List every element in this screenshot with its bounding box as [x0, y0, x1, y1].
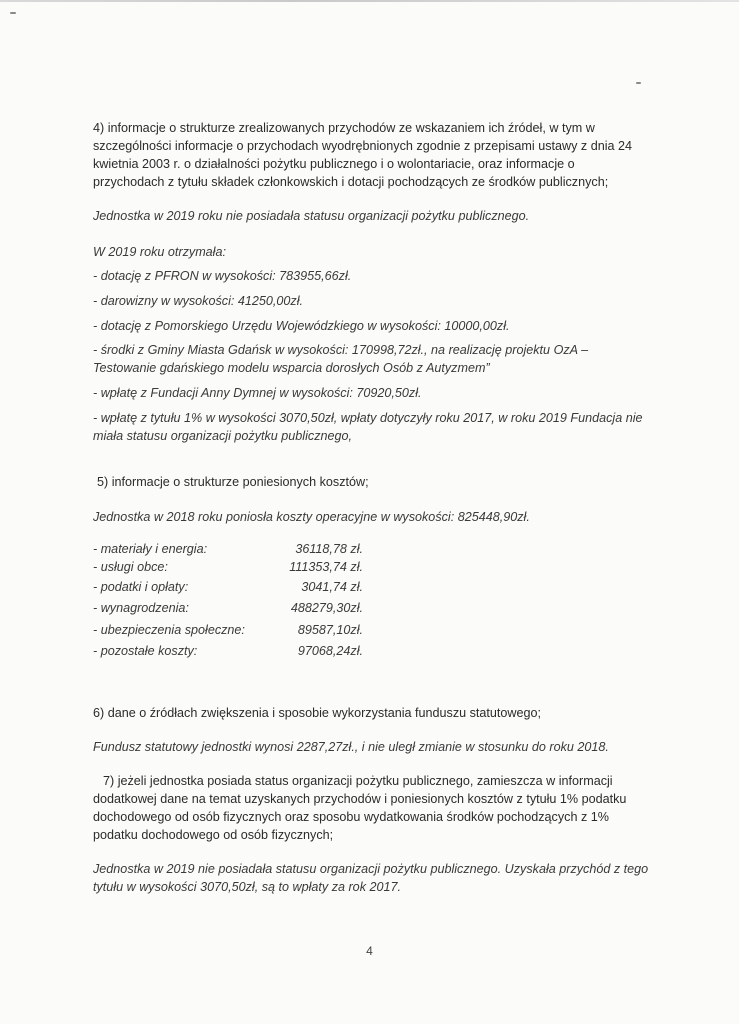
- cost-row: [93, 644, 383, 662]
- section7-line: 7) jeżeli jednostka posiada status organizacji pożytku publicznego, zamieszcza w informacji: [103, 774, 613, 788]
- section7-note-line: tytułu w wysokości 3070,50zł, są to wpłaty za rok 2017.: [93, 880, 401, 894]
- cost-value: 36118,78 zł.: [295, 542, 363, 556]
- section7-line: dochodowego od osób fizycznych oraz sposobu wydatkowania środków pochodzących z 1%: [93, 810, 609, 824]
- section4-line: szczególności informacje o przychodach wyodrębnionych zgodnie z przepisami ustawy z dnia 24: [93, 139, 633, 153]
- cost-row: [93, 560, 383, 578]
- section6-heading: 6) dane o źródłach zwiększenia i sposobie wykorzystania funduszu statutowego;: [93, 706, 542, 720]
- section4-received-heading: W 2019 roku otrzymała:: [93, 245, 226, 259]
- cost-row: [93, 601, 383, 619]
- section4-line: 4) informacje o strukturze zrealizowanych przychodów ze wskazaniem ich źródeł, w tym w: [93, 121, 595, 135]
- revenue-item: - dotację z Pomorskiego Urzędu Wojewódzkiego w wysokości: 10000,00zł.: [93, 319, 510, 333]
- revenue-item: - wpłatę z tytułu 1% w wysokości 3070,50zł, wpłaty dotyczyły roku 2017, w roku 2019 Fundacja nie: [93, 411, 643, 425]
- section4-status-note: Jednostka w 2019 roku nie posiadała statusu organizacji pożytku publicznego.: [93, 209, 530, 223]
- revenue-item-continued: miała statusu organizacji pożytku publicznego,: [93, 429, 353, 443]
- section7-line: podatku dochodowego od osób fizycznych;: [93, 828, 334, 842]
- revenue-item: - środki z Gminy Miasta Gdańsk w wysokości: 170998,72zł., na realizację projektu OzA –: [93, 343, 589, 357]
- section7-note-line: Jednostka w 2019 nie posiadała statusu organizacji pożytku publicznego. Uzyskała przychód z tego: [93, 862, 649, 876]
- cost-value: 488279,30zł.: [290, 601, 363, 615]
- cost-value: 89587,10zł.: [297, 623, 363, 637]
- section4-line: przychodach z tytułu składek członkowskich i dotacji pochodzących ze środków publicznych;: [93, 175, 609, 189]
- cost-row: [93, 623, 383, 641]
- section5-summary: Jednostka w 2018 roku poniosła koszty operacyjne w wysokości: 825448,90zł.: [93, 510, 530, 524]
- revenue-item-continued: Testowanie gdańskiego modelu wsparcia dorosłych Osób z Autyzmem”: [93, 361, 490, 375]
- revenue-item: - wpłatę z Fundacji Anny Dymnej w wysokości: 70920,50zł.: [93, 386, 422, 400]
- section4-line: kwietnia 2003 r. o działalności pożytku publicznego i o wolontariacie, oraz informacje o: [93, 157, 575, 171]
- cost-label: - pozostałe koszty:: [93, 644, 198, 658]
- cost-value: 3041,74 zł.: [301, 580, 363, 594]
- cost-label: - ubezpieczenia społeczne:: [93, 623, 245, 637]
- revenue-item: - dotację z PFRON w wysokości: 783955,66zł.: [93, 269, 352, 283]
- cost-label: - podatki i opłaty:: [93, 580, 189, 594]
- section6-note: Fundusz statutowy jednostki wynosi 2287,27zł., i nie uległ zmianie w stosunku do roku 2018.: [93, 740, 609, 754]
- cost-value: 97068,24zł.: [297, 644, 363, 658]
- cost-row: [93, 580, 383, 598]
- cost-row: [93, 542, 383, 560]
- section5-heading: 5) informacje o strukturze poniesionych kosztów;: [97, 475, 369, 489]
- page-number: 4: [366, 944, 373, 958]
- cost-label: - wynagrodzenia:: [93, 601, 189, 615]
- cost-value: 111353,74 zł.: [289, 560, 363, 574]
- section7-line: dodatkowej dane na temat uzyskanych przychodów i poniesionych kosztów z tytułu 1% podatku: [93, 792, 627, 806]
- revenue-item: - darowizny w wysokości: 41250,00zł.: [93, 294, 303, 308]
- cost-label: - usługi obce:: [93, 560, 168, 574]
- cost-label: - materiały i energia:: [93, 542, 208, 556]
